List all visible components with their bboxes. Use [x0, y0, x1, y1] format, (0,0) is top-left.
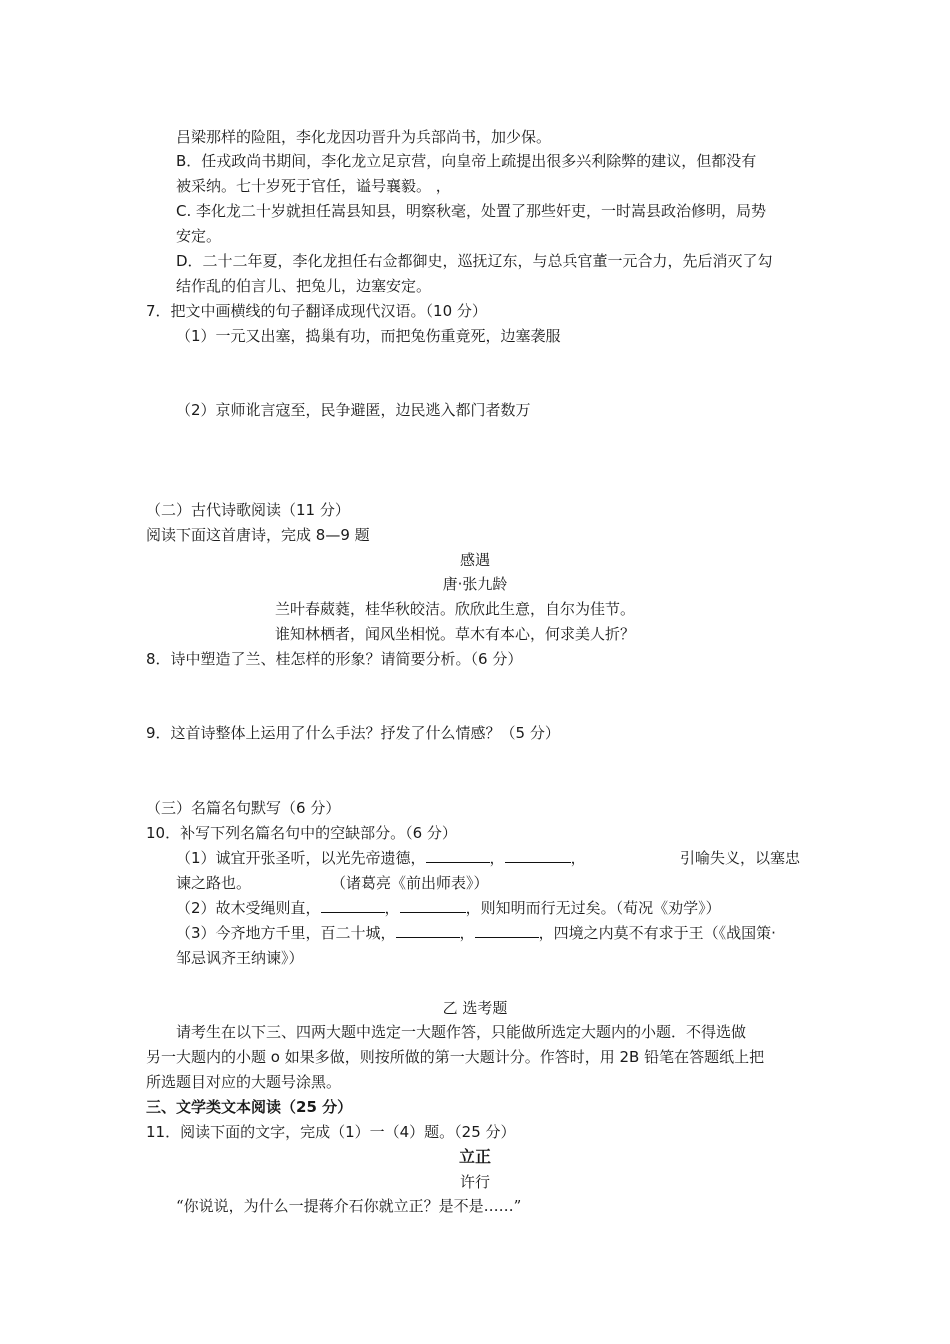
q10-item-2	[176, 898, 721, 918]
answer-blank[interactable]	[321, 898, 385, 913]
poetry-section-heading: （二）古代诗歌阅读（11 分）	[146, 501, 350, 519]
q10-item-3-source: 邹忌讽齐王纳谏》）	[176, 949, 304, 967]
option-b-line2: 被采纳。七十岁死于官任，谥号襄毅。 ，	[176, 177, 451, 195]
option-d-line1: D．二十二年夏，李化龙担任右佥都御史，巡抚辽东，与总兵官董一元合力，先后消灭了勾	[176, 252, 773, 270]
poem-author: 唐·张九龄	[442, 575, 508, 593]
answer-blank[interactable]	[505, 848, 571, 863]
comma: ，	[570, 849, 586, 867]
poem-line-1: 兰叶春葳蕤，桂华秋皎洁。欣欣此生意，自尔为佳节。	[275, 600, 636, 618]
q10-item-2-tail: ，则知明而行无过矣。（荀况《劝学》）	[465, 899, 721, 917]
q11-stem: 11．阅读下面的文字，完成（1）一（4）题。（25 分）	[146, 1123, 516, 1141]
q10-item-1-end: 谏之路也。	[176, 874, 252, 892]
q10-item-3-tail: ，四境之内莫不有求于王（《战国策·	[538, 924, 776, 942]
option-b-line1: B．任戎政尚书期间，李化龙立足京营，向皇帝上疏提出很多兴利除弊的建议，但都没有	[176, 152, 757, 170]
q7-stem: 7．把文中画横线的句子翻译成现代汉语。（10 分）	[146, 302, 487, 320]
section-3-heading: 三、文学类文本阅读（25 分）	[146, 1098, 353, 1116]
elective-instruction-line2: 另一大题内的小题 o 如果多做，则按所做的第一大题计分。作答时，用 2B 铅笔在答题纸上把	[146, 1048, 765, 1066]
option-c-line1: C. 李化龙二十岁就担任嵩县知县，明察秋毫，处置了那些奸吏，一时嵩县政治修明，局势	[176, 202, 767, 220]
story-author: 许行	[459, 1173, 490, 1191]
comma: ，	[384, 899, 400, 917]
answer-blank[interactable]	[400, 898, 466, 913]
answer-blank[interactable]	[426, 848, 490, 863]
elective-title: 乙 选考题	[442, 999, 508, 1017]
q10-item-3	[176, 923, 776, 943]
poetry-intro: 阅读下面这首唐诗，完成 8—9 题	[146, 526, 370, 544]
q7-sentence-1: （1）一元又出塞，捣巢有功，而把兔伤重竟死，边塞袭服	[176, 327, 561, 345]
comma: ，	[459, 924, 475, 942]
answer-blank[interactable]	[396, 923, 460, 938]
elective-instruction-line3: 所选题目对应的大题号涂黑。	[146, 1073, 342, 1091]
poem-title: 感遇	[459, 551, 490, 569]
q10-item-1-text: （1）诚宜开张圣听，以光先帝遗德，	[176, 849, 426, 867]
q10-item-1-line1	[176, 848, 586, 868]
q10-stem: 10．补写下列名篇名句中的空缺部分。（6 分）	[146, 824, 457, 842]
poem-line-2: 谁知林栖者，闻风坐相悦。草木有本心，何求美人折？	[275, 625, 636, 643]
story-first-line: “你说说，为什么一提蒋介石你就立正？是不是……”	[176, 1197, 522, 1215]
q10-item-3-text: （3）今齐地方千里，百二十城，	[176, 924, 396, 942]
option-a-continued: 吕梁那样的险阻，李化龙因功晋升为兵部尚书，加少保。	[176, 128, 552, 146]
dictation-section-heading: （三）名篇名句默写（6 分）	[146, 799, 341, 817]
elective-instruction-line1: 请考生在以下三、四两大题中选定一大题作答，只能做所选定大题内的小题．不得选做	[176, 1023, 747, 1041]
q7-sentence-2: （2）京师讹言寇至，民争避匿，边民逃入都门者数万	[176, 401, 531, 419]
option-d-line2: 结作乱的伯言儿、把兔儿，边塞安定。	[176, 277, 432, 295]
story-title: 立正	[458, 1147, 491, 1166]
q8: 8．诗中塑造了兰、桂怎样的形象？请简要分析。（6 分）	[146, 650, 523, 668]
comma: ，	[489, 849, 505, 867]
option-c-line2: 安定。	[176, 227, 222, 245]
q10-item-2-text: （2）故木受绳则直，	[176, 899, 321, 917]
q10-item-1-tail: 引喻失义，以塞忠	[680, 849, 801, 867]
q9: 9．这首诗整体上运用了什么手法？抒发了什么情感？（5 分）	[146, 724, 560, 742]
q10-item-1-line2	[176, 873, 489, 893]
answer-blank[interactable]	[475, 923, 539, 938]
q10-item-1-source: （诸葛亮《前出师表》）	[331, 874, 489, 892]
